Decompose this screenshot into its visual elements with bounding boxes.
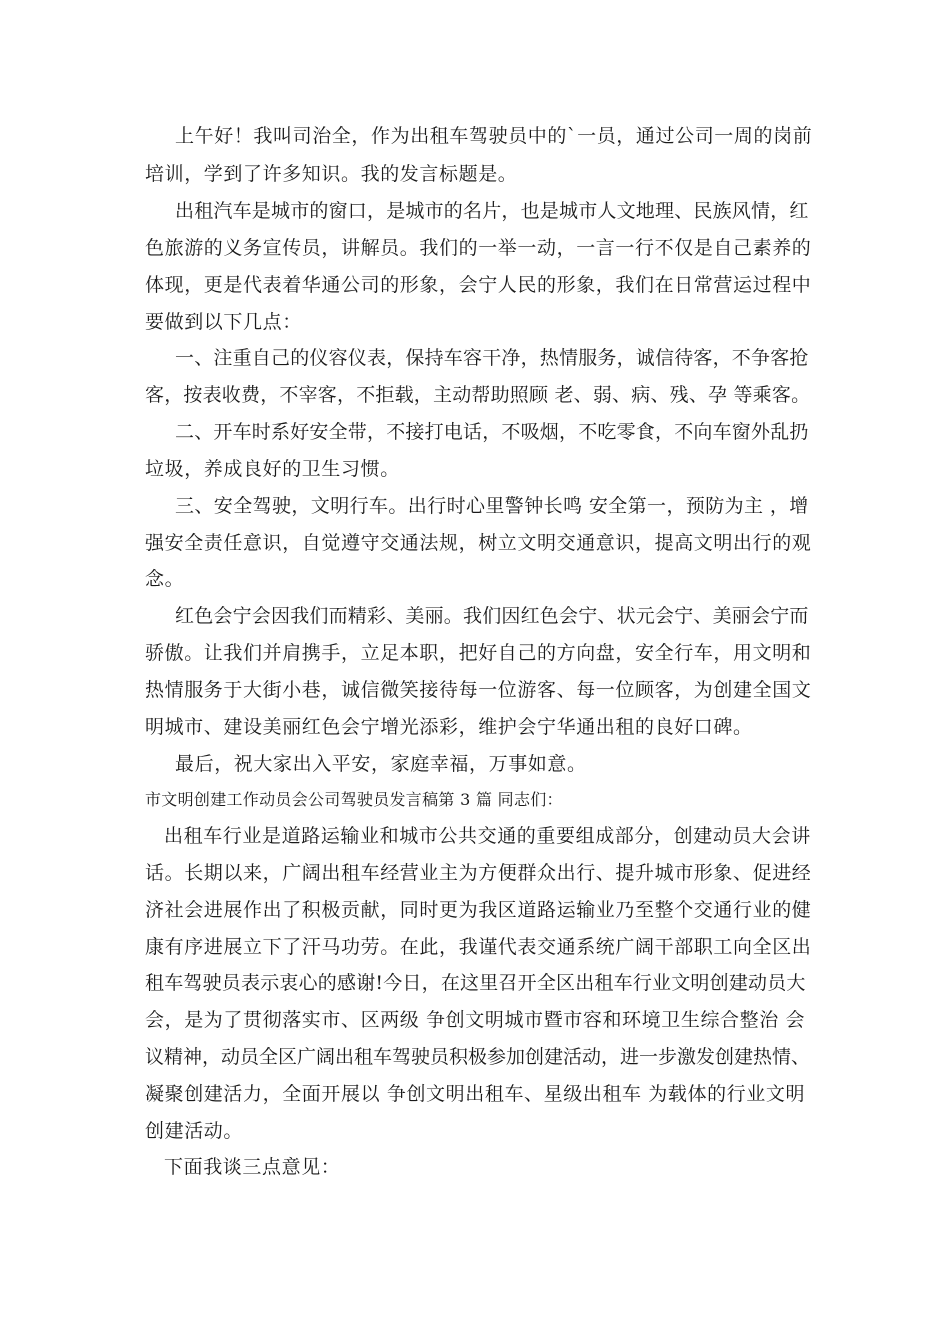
text-line: 明城市、建设美丽红色会宁增光添彩，维护会宁华通出租的良好口碑。 xyxy=(145,716,753,738)
text-line: 会，是为了贯彻落实市、区两级 争创文明城市暨市容和环境卫生综合整治 会 xyxy=(145,1009,806,1031)
text-line: 色旅游的义务宣传员，讲解员。我们的一举一动，一言一行不仅是自己素养的 xyxy=(145,237,812,259)
text-line: 体现，更是代表着华通公司的形象，会宁人民的形象，我们在日常营运过程中 xyxy=(145,274,812,296)
section-heading: 市文明创建工作动员会公司驾驶员发言稿第 3 篇 同志们： xyxy=(145,790,563,809)
text-line: 康有序进展立下了汗马功劳。在此，我谨代表交通系统广阔干部职工向全区出 xyxy=(145,936,812,958)
text-line: 议精神，动员全区广阔出租车驾驶员积极参加创建活动，进一步激发创建热情、 xyxy=(145,1046,811,1068)
text-line: 红色会宁会因我们而精彩、美丽。我们因红色会宁、状元会宁、美丽会宁而 xyxy=(175,605,809,627)
text-line: 一、注重自己的仪容仪表，保持车容干净，热情服务，诚信待客，不争客抢 xyxy=(175,347,809,369)
text-line: 强安全责任意识，自觉遵守交通法规，树立文明交通意识，提高文明出行的观 xyxy=(145,532,812,554)
text-line: 念。 xyxy=(145,568,185,590)
text-line: 培训，学到了许多知识。我的发言标题是。 xyxy=(145,163,518,185)
text-line: 垃圾，养成良好的卫生习惯。 xyxy=(145,458,400,480)
text-line: 上午好！我叫司治全，作为出租车驾驶员中的`一员，通过公司一周的岗前 xyxy=(175,125,813,147)
text-line: 客，按表收费，不宰客，不拒载，主动帮助照顾 老、弱、病、残、孕 等乘客。 xyxy=(145,384,811,406)
text-line: 出租汽车是城市的窗口，是城市的名片，也是城市人文地理、民族风情，红 xyxy=(175,200,809,222)
text-line: 济社会进展作出了积极贡献，同时更为我区道路运输业乃至整个交通行业的健 xyxy=(145,899,812,921)
text-line: 要做到以下几点： xyxy=(145,311,302,333)
text-line: 出租车行业是道路运输业和城市公共交通的重要组成部分，创建动员大会讲 xyxy=(164,825,811,847)
text-line: 骄傲。让我们并肩携手，立足本职，把好自己的方向盘，安全行车，用文明和 xyxy=(145,642,812,664)
text-line: 下面我谈三点意见： xyxy=(164,1156,341,1178)
text-line: 凝聚创建活力，全面开展以 争创文明出租车、星级出租车 为载体的行业文明 xyxy=(145,1083,806,1105)
text-line: 二、开车时系好安全带，不接打电话，不吸烟，不吃零食，不向车窗外乱扔 xyxy=(175,421,809,443)
text-line: 最后，祝大家出入平安，家庭幸福，万事如意。 xyxy=(175,753,587,775)
text-line: 三、安全驾驶，文明行车。出行时心里警钟长鸣 安全第一，预防为主 ，增 xyxy=(175,495,809,517)
text-line: 话。长期以来，广阔出租车经营业主为方便群众出行、提升城市形象、促进经 xyxy=(145,862,812,884)
text-line: 创建活动。 xyxy=(145,1120,244,1142)
text-line: 租车驾驶员表示衷心的感谢!今日，在这里召开全区出租车行业文明创建动员大 xyxy=(145,972,806,994)
text-line: 热情服务于大街小巷，诚信微笑接待每一位游客、每一位顾客，为创建全国文 xyxy=(145,679,812,701)
